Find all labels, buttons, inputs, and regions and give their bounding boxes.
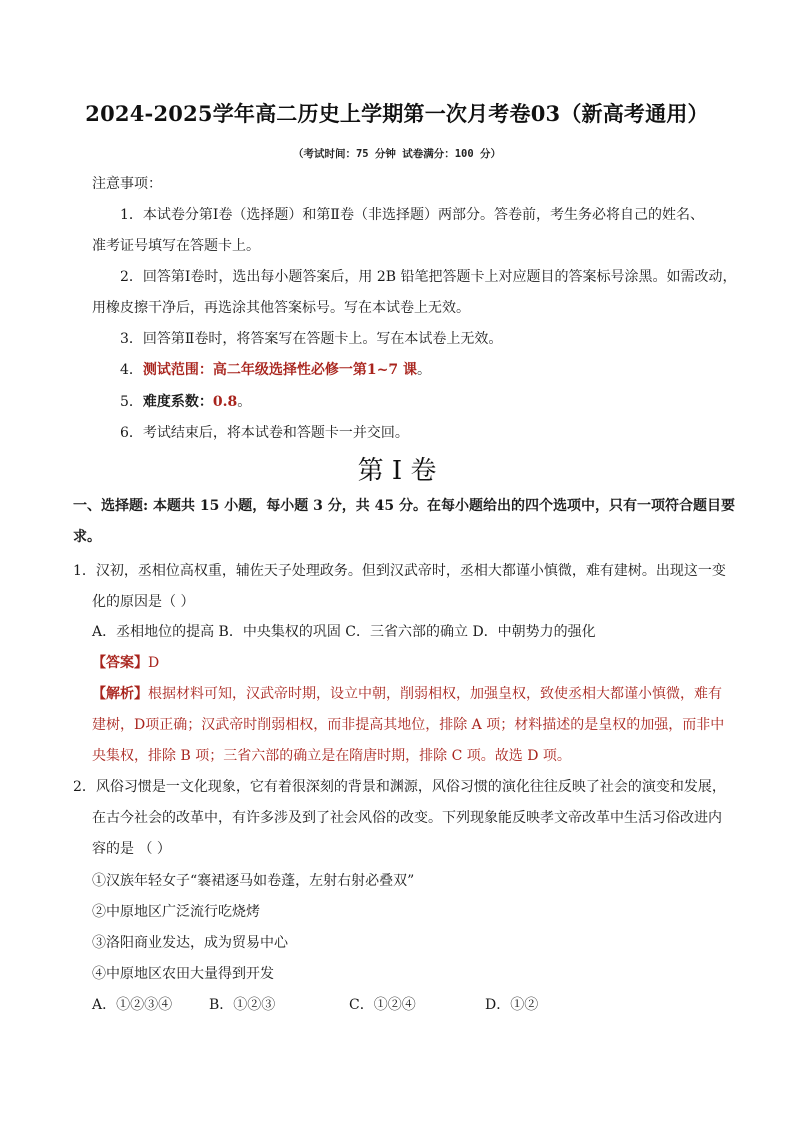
question-1-explanation-end: 央集权，排除 B 项；三省六部的确立是在隋唐时期，排除 C 项。故选 D 项。 bbox=[92, 748, 571, 764]
option-b: B．①②③ bbox=[209, 997, 276, 1013]
notice-item-5-end: 。 bbox=[237, 394, 252, 410]
section-title: 第 I 卷 bbox=[357, 456, 437, 486]
question-1-explanation bbox=[92, 684, 722, 704]
question-1-options: A．丞相地位的提高 B．中央集权的巩固 C．三省六部的确立 D．中朝势力的强化 bbox=[92, 624, 596, 640]
question-2-stem: 2．风俗习惯是一文化现象，它有着很深刻的背景和渊源，风俗习惯的演化往往反映了社会的演变和发展， bbox=[73, 779, 726, 795]
question-2-item: ②中原地区广泛流行吃烧烤 bbox=[92, 904, 260, 920]
notice-item-4 bbox=[120, 360, 431, 380]
notice-heading: 注意事项： bbox=[92, 176, 162, 192]
question-1-explanation-cont: 建树，D项正确；汉武帝时削弱相权，而非提高其地位，排除 A 项；材料描述的是皇权的加强，而非中 bbox=[92, 717, 725, 733]
notice-item-6: 6．考试结束后，将本试卷和答题卡一并交回。 bbox=[120, 425, 409, 441]
section-instructions-cont: 求。 bbox=[73, 529, 101, 545]
question-1-stem: 1．汉初，丞相位高权重，辅佐天子处理政务。但到汉武帝时，丞相大都谨小慎微，难有建树。出现这一变 bbox=[73, 563, 726, 579]
answer-label: 【答案】 bbox=[92, 655, 148, 671]
notice-item-5 bbox=[120, 392, 251, 412]
difficulty-value: 0.8 bbox=[212, 394, 238, 410]
notice-item-5-label: 5． bbox=[120, 394, 143, 410]
notice-item-1: 1．本试卷分第Ⅰ卷（选择题）和第Ⅱ卷（非选择题）两部分。答卷前，考生务必将自己的姓名、 bbox=[120, 207, 704, 223]
question-1-answer bbox=[92, 653, 159, 673]
answer-value: D bbox=[148, 655, 160, 671]
exam-info: （考试时间：75 分钟 试卷满分：100 分） bbox=[292, 148, 502, 160]
question-2-stem-end: 容的是 （ ） bbox=[92, 841, 171, 857]
test-scope-value: 高二年级选择性必修一第1~7 课 bbox=[212, 362, 418, 378]
page-title: 2024-2025学年高二历史上学期第一次月考卷03（新高考通用） bbox=[85, 101, 709, 126]
option-c: C．①②④ bbox=[349, 997, 416, 1013]
difficulty-key: 难度系数： bbox=[142, 394, 213, 410]
option-a: A．①②③④ bbox=[92, 997, 173, 1013]
question-2-item: ③洛阳商业发达，成为贸易中心 bbox=[92, 935, 288, 951]
explanation-label: 【解析】 bbox=[92, 686, 148, 702]
question-1-stem-cont: 化的原因是（ ） bbox=[92, 594, 195, 610]
notice-item-2: 2．回答第Ⅰ卷时，选出每小题答案后，用 2B 铅笔把答题卡上对应题目的答案标号涂黑。如需改动， bbox=[120, 269, 737, 285]
option-d: D．①② bbox=[485, 997, 539, 1013]
notice-item-3: 3．回答第Ⅱ卷时，将答案写在答题卡上。写在本试卷上无效。 bbox=[120, 331, 503, 347]
test-scope-key: 测试范围： bbox=[142, 362, 213, 378]
explanation-text: 根据材料可知，汉武帝时期，设立中朝，削弱相权，加强皇权，致使丞相大都谨小慎微，难有 bbox=[148, 686, 722, 702]
notice-item-4-end: 。 bbox=[417, 362, 432, 378]
question-2-item: ④中原地区农田大量得到开发 bbox=[92, 966, 274, 982]
section-instructions: 一、选择题: 本题共 15 小题，每小题 3 分，共 45 分。在每小题给出的四个选项中，只有一项符合题目要 bbox=[73, 498, 735, 514]
question-2-stem-cont: 在古今社会的改革中，有许多涉及到了社会风俗的改变。下列现象能反映孝文帝改革中生活习俗改进内 bbox=[92, 810, 722, 826]
notice-item-2-cont: 用橡皮擦干净后，再选涂其他答案标号。写在本试卷上无效。 bbox=[92, 300, 470, 316]
notice-item-4-label: 4． bbox=[120, 362, 143, 378]
notice-item-1-cont: 准考证号填写在答题卡上。 bbox=[92, 238, 260, 254]
question-2-item: ①汉族年轻女子“褰裙逐马如卷蓬，左射右射必叠双” bbox=[92, 873, 415, 889]
